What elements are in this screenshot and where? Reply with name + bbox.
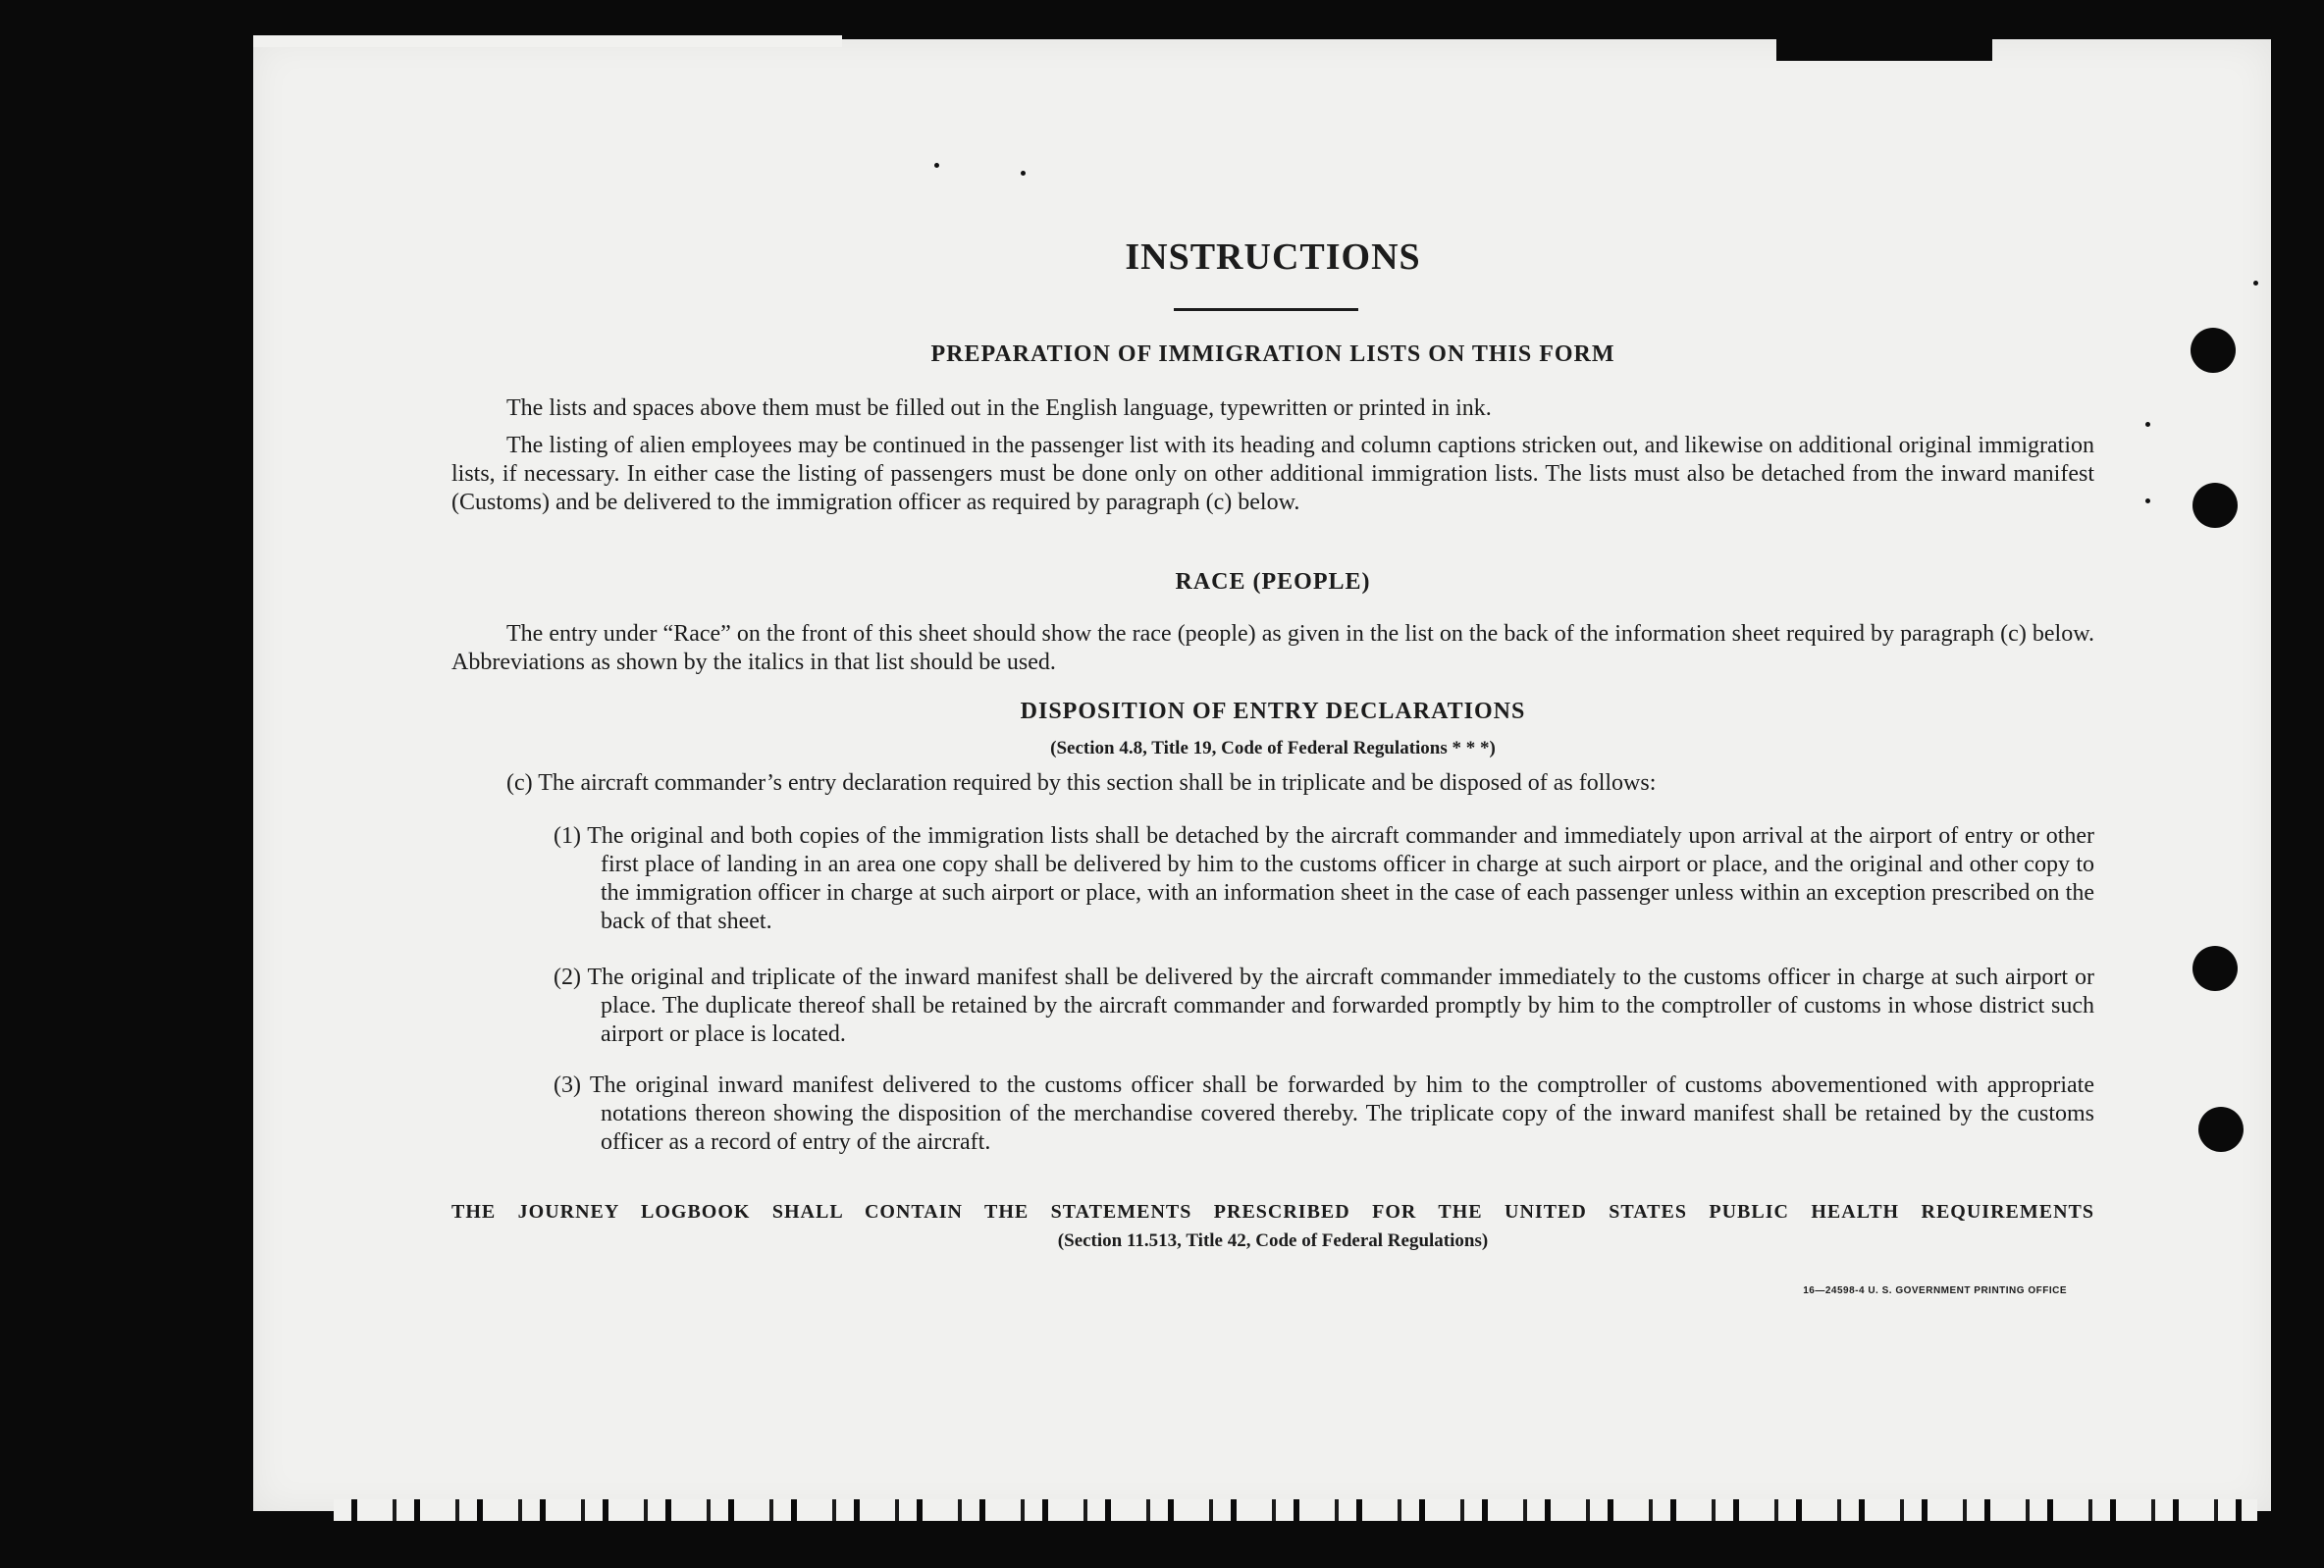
torn-edge bbox=[253, 35, 842, 47]
speck bbox=[2253, 281, 2258, 286]
section-heading-preparation: PREPARATION OF IMMIGRATION LISTS ON THIS FORM bbox=[930, 341, 1615, 367]
punch-hole bbox=[2192, 483, 2238, 528]
paragraph-race: The entry under “Race” on the front of this sheet should show the race (people) as given in the list on the back of the information sheet required by paragraph (c) below. Abbreviations as shown by the italics in that list should be used. bbox=[451, 621, 2094, 675]
list-item: (1) The original and both copies of the immigration lists shall be detached by the aircraft commander and immediately upon arrival at the airport of entry or other first place of landing in an area one copy shall be delivered by him to the customs officer in charge at such airport or place, and the original and other copy to the immigration officer in charge at such airport or place, with an information sheet in the case of each passenger unless within an exception prescribed on the back of that sheet. bbox=[554, 823, 2094, 934]
journey-logbook-statement: THE JOURNEY LOGBOOK SHALL CONTAIN THE STATEMENTS PRESCRIBED FOR THE UNITED STATES PUBLIC HEALTH REQUIREMENTS bbox=[451, 1201, 2094, 1223]
section-heading-race: RACE (PEOPLE) bbox=[1175, 569, 1371, 595]
speck bbox=[1021, 171, 1026, 176]
punch-hole bbox=[2198, 1107, 2244, 1152]
torn-bottom-edge bbox=[334, 1499, 2257, 1521]
clip-tab bbox=[1776, 35, 1992, 61]
paragraph-alien-employees: The listing of alien employees may be continued in the passenger list with its heading and column captions stricken out, and likewise on additional original immigration lists, if necessary. In either case the listing of passengers must be done only on other additional immigration lists. The lists must also be detached from the inward manifest (Customs) and be delivered to the immigration officer as required by paragraph (c) below. bbox=[451, 433, 2094, 515]
section-citation: (Section 4.8, Title 19, Code of Federal Regulations * * *) bbox=[1050, 738, 1496, 758]
page-title: INSTRUCTIONS bbox=[1125, 236, 1421, 278]
speck bbox=[2145, 422, 2150, 427]
punch-hole bbox=[2192, 946, 2238, 991]
list-item: (2) The original and triplicate of the inward manifest shall be delivered by the aircraft commander immediately to the customs officer in charge at such airport or place. The duplicate thereof shall be retained by the aircraft commander and forwarded promptly by him to the comptroller of customs in whose district such airport or place is located. bbox=[554, 965, 2094, 1047]
speck bbox=[934, 163, 939, 168]
speck bbox=[2145, 498, 2150, 503]
title-rule bbox=[1174, 308, 1358, 311]
paragraph-c: (c) The aircraft commander’s entry declaration required by this section shall be in triplicate and be disposed of as follows: bbox=[506, 770, 1657, 796]
paragraph-language: The lists and spaces above them must be filled out in the English language, typewritten or printed in ink. bbox=[506, 395, 1492, 421]
punch-hole bbox=[2191, 328, 2236, 373]
printer-mark: 16—24598-4 U. S. GOVERNMENT PRINTING OFFICE bbox=[1803, 1285, 2067, 1296]
section-heading-disposition: DISPOSITION OF ENTRY DECLARATIONS bbox=[1020, 699, 1526, 724]
list-item: (3) The original inward manifest delivered to the customs officer shall be forwarded by him to the comptroller of customs abovementioned with appropriate notations thereon showing the disposition of the merchandise covered thereby. The triplicate copy of the inward manifest shall be retained by the customs officer as a record of entry of the aircraft. bbox=[554, 1072, 2094, 1155]
journey-citation: (Section 11.513, Title 42, Code of Federal Regulations) bbox=[1057, 1230, 1489, 1251]
